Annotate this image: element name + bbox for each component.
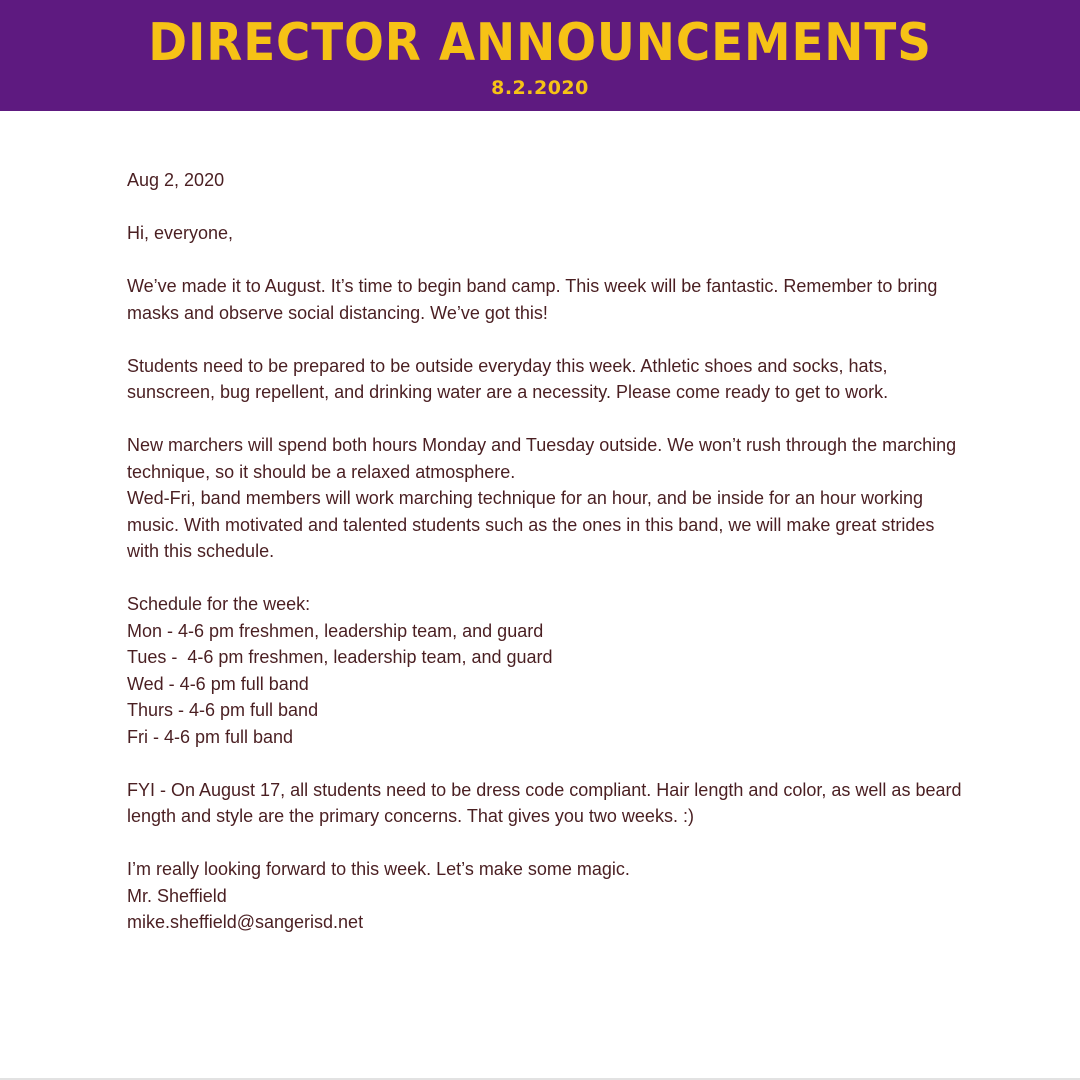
closing-line: I’m really looking forward to this week. Let’s make some magic.: [127, 859, 630, 879]
schedule-item-mon: Mon - 4-6 pm freshmen, leadership team, and guard: [127, 620, 544, 641]
schedule-item-fri: Fri - 4-6 pm full band: [127, 726, 294, 747]
header-banner: [0, 0, 1080, 111]
sign-off: [127, 856, 967, 936]
banner-date: 8.2.2020: [491, 77, 589, 99]
signature-email: mike.sheffield@sangerisd.net: [127, 912, 364, 932]
paragraph-wed-fri: Wed-Fri, band members will work marching technique for an hour, and be inside for an hour working music. With motivated and talented students such as the ones in this band, we will make great strides with this schedule.: [127, 488, 935, 561]
letter-date: Aug 2, 2020: [127, 170, 225, 190]
paragraph-fyi: FYI - On August 17, all students need to be dress code compliant. Hair length and color, as well as beard length and style are the primary concerns. That gives you two weeks. :): [127, 779, 962, 826]
paragraph-preparation: Students need to be prepared to be outside everyday this week. Athletic shoes and socks, hats, sunscreen, bug repellent, and drinking water are a necessity. Please come ready to get to work.: [127, 355, 889, 402]
schedule-item-tues: Tues - 4-6 pm freshmen, leadership team, and guard: [127, 647, 553, 667]
schedule-item-thurs: Thurs - 4-6 pm full band: [127, 700, 319, 720]
signature-name: Mr. Sheffield: [127, 885, 227, 906]
schedule-heading: Schedule for the week:: [127, 594, 311, 614]
schedule-section: [127, 591, 967, 750]
paragraph-intro: We’ve made it to August. It’s time to begin band camp. This week will be fantastic. Remember to bring masks and observe social distancing. We’ve got this!: [127, 276, 938, 323]
spacer: [127, 750, 967, 777]
letter-body: [127, 167, 967, 936]
schedule-item-wed: Wed - 4-6 pm full band: [127, 673, 309, 694]
letter-greeting: Hi, everyone,: [127, 223, 234, 243]
banner-title: DIRECTOR ANNOUNCEMENTS: [148, 13, 932, 73]
paragraph-new-marchers: New marchers will spend both hours Monday and Tuesday outside. We won’t rush through the marching technique, so it should be a relaxed atmosphere.: [127, 435, 957, 482]
